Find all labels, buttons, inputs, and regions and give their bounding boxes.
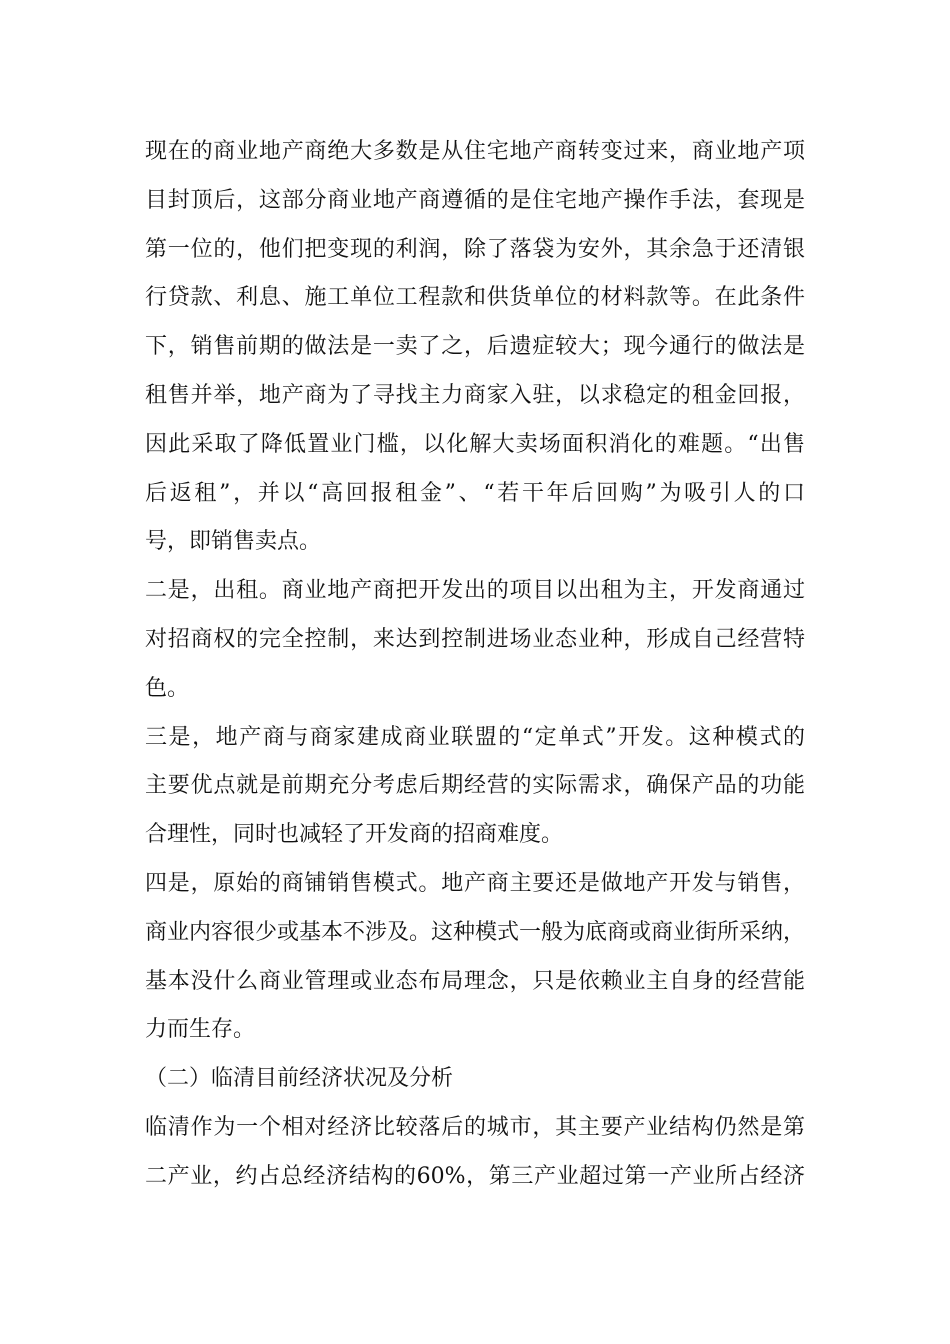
text-line: 对招商权的完全控制，来达到控制进场业态业种，形成自己经营特 [145, 626, 805, 652]
text-line: 二是，出租。商业地产商把开发出的项目以出租为主，开发商通过 [145, 578, 805, 604]
text-line: 三是，地产商与商家建成商业联盟的“定单式”开发。这种模式的 [145, 724, 805, 750]
text-line: 色。 [145, 675, 190, 701]
text-line: 现在的商业地产商绝大多数是从住宅地产商转变过来，商业地产项 [145, 139, 805, 164]
body-text [145, 128, 805, 1202]
text-line: 力而生存。 [145, 1017, 256, 1043]
text-line: 商业内容很少或基本不涉及。这种模式一般为底商或商业街所采纳， [145, 919, 806, 945]
text-line: 因此采取了降低置业门槛，以化解大卖场面积消化的难题。“出售 [145, 431, 805, 457]
text-line: 基本没什么商业管理或业态布局理念，只是依赖业主自身的经营能 [145, 968, 805, 994]
text-line: 下，销售前期的做法是一卖了之，后遗症较大；现今通行的做法是 [145, 334, 805, 360]
section-heading: （二）临清目前经济状况及分析 [145, 1066, 454, 1092]
text-line: 主要优点就是前期充分考虑后期经营的实际需求，确保产品的功能 [145, 773, 805, 799]
text-line: 二产业，约占总经济结构的60%，第三产业超过第一产业所占经济 [145, 1163, 805, 1189]
text-line: 行贷款、利息、施工单位工程款和供货单位的材料款等。在此条件 [145, 285, 805, 311]
text-line: 合理性，同时也减轻了开发商的招商难度。 [145, 822, 564, 848]
text-line: 临清作为一个相对经济比较落后的城市，其主要产业结构仍然是第 [145, 1114, 805, 1140]
text-line: 四是，原始的商铺销售模式。地产商主要还是做地产开发与销售， [145, 870, 805, 896]
text-line: 后返租”，并以“高回报租金”、“若干年后回购”为吸引人的口 [145, 480, 805, 506]
text-line: 租售并举，地产商为了寻找主力商家入驻，以求稳定的租金回报， [145, 382, 805, 408]
text-line: 第一位的，他们把变现的利润，除了落袋为安外，其余急于还清银 [145, 236, 805, 262]
text-line: 目封顶后，这部分商业地产商遵循的是住宅地产操作手法，套现是 [145, 187, 805, 213]
text-line: 号，即销售卖点。 [145, 529, 322, 555]
